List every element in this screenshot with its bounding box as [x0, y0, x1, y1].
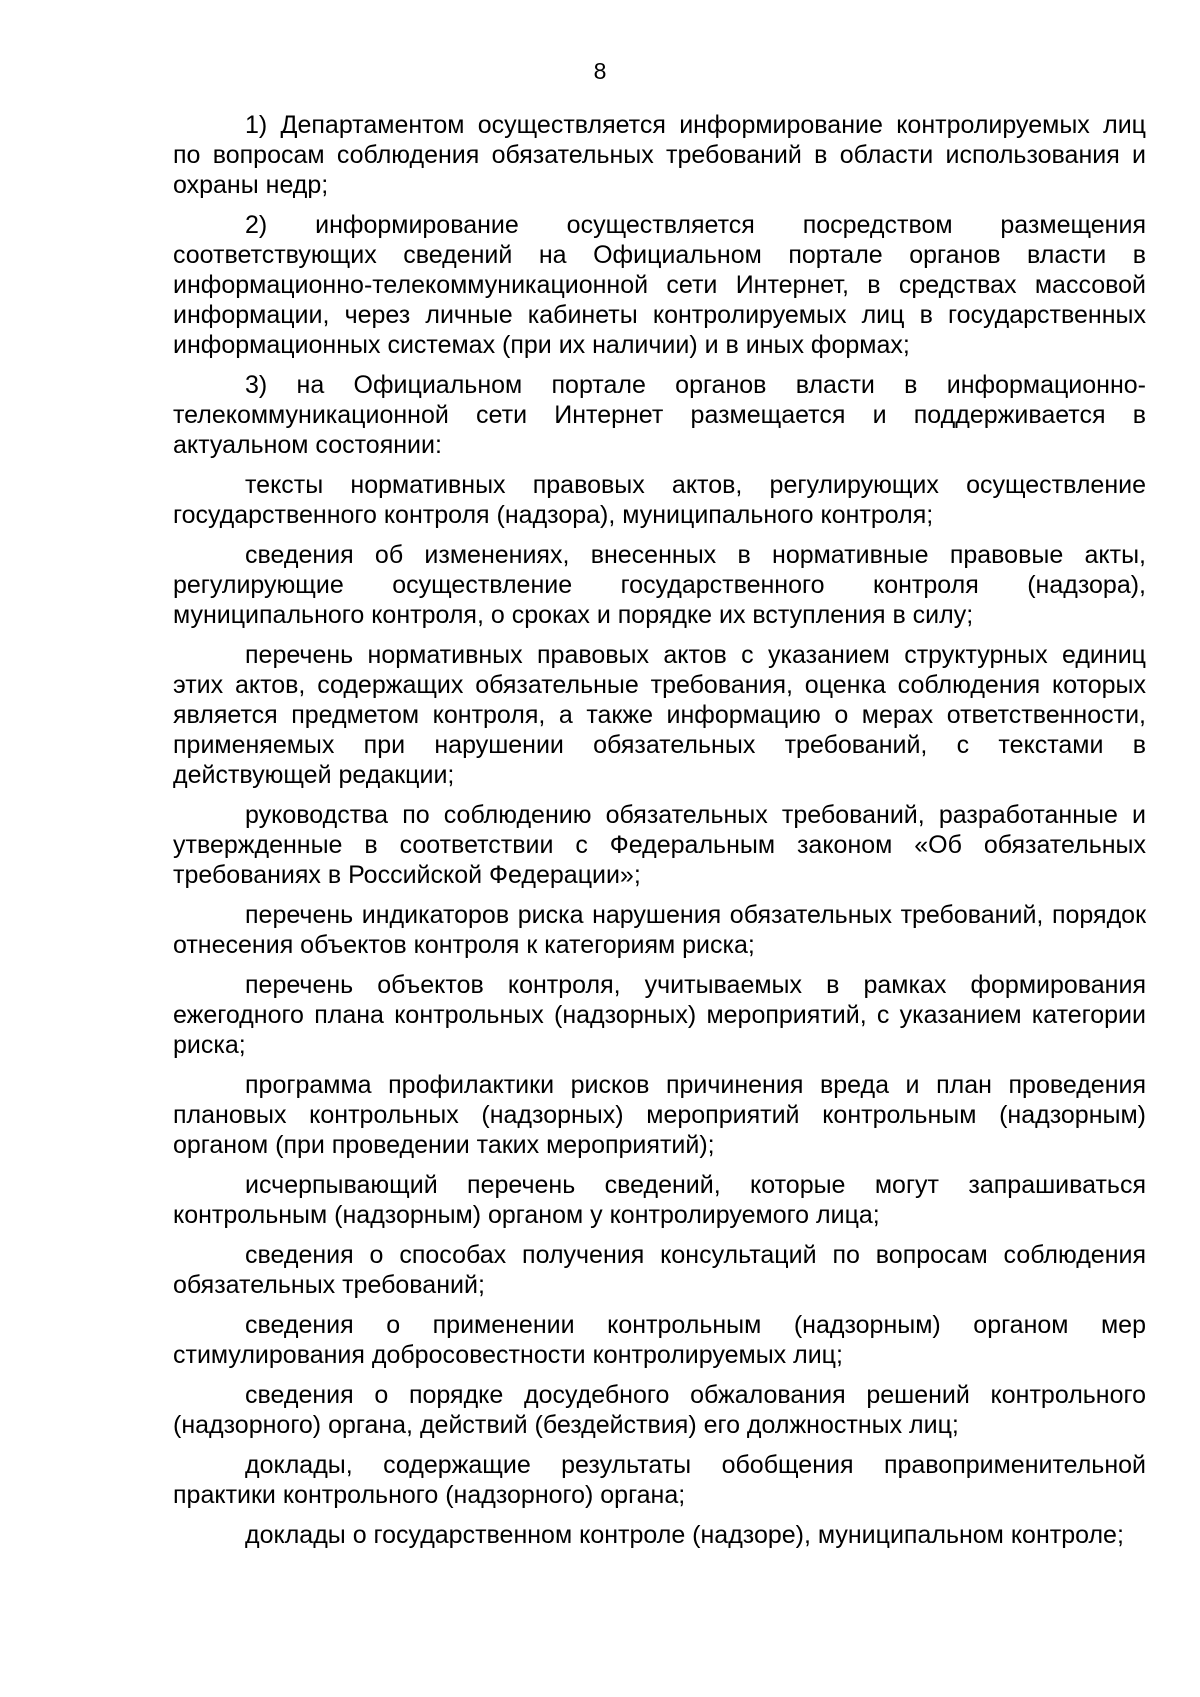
document-body: [173, 110, 1146, 1560]
list-item-control-reports: доклады о государственном контроле (надзоре), муниципальном контроле;: [245, 1521, 1124, 1549]
list-item-prevention-program: программа профилактики рисков причинения вреда и план проведения плановых контрольных (надзорных) мероприятий контрольным (надзорным) органом (при проведении таких мероприятий);: [173, 1071, 1146, 1159]
list-item-guidelines: руководства по соблюдению обязательных требований, разработанные и утвержденные в соответствии с Федеральным законом «Об обязательных требованиях в Российской Федерации»;: [173, 801, 1146, 889]
list-item-incentives: сведения о применении контрольным (надзорным) органом мер стимулирования добросовестности контролируемых лиц;: [173, 1311, 1146, 1369]
list-item-risk-indicators: перечень индикаторов риска нарушения обязательных требований, порядок отнесения объектов контроля к категориям риска;: [173, 901, 1146, 959]
paragraph-3: 3) на Официальном портале органов власти в информационно-телекоммуникационной сети Интернет размещается и поддерживается в актуальном состоянии:: [173, 371, 1146, 459]
paragraph-1: 1) Департаментом осуществляется информирование контролируемых лиц по вопросам соблюдения обязательных требований в области использования и охраны недр;: [173, 111, 1146, 199]
list-item-control-objects: перечень объектов контроля, учитываемых в рамках формирования ежегодного плана контрольных (надзорных) мероприятий, с указанием категории риска;: [173, 971, 1146, 1059]
list-item-acts-list: перечень нормативных правовых актов с указанием структурных единиц этих актов, содержащих обязательные требования, оценка соблюдения которых является предметом контроля, а также информацию о мерах ответственности, применяемых при нарушении обязательных требований, с текстами в действующей редакции;: [173, 641, 1146, 789]
list-item-requested-info: исчерпывающий перечень сведений, которые могут запрашиваться контрольным (надзорным) органом у контролируемого лица;: [173, 1171, 1146, 1229]
page-number: 8: [593, 58, 607, 84]
list-item-consultations: сведения о способах получения консультаций по вопросам соблюдения обязательных требований;: [173, 1241, 1146, 1299]
list-item-normative-texts: тексты нормативных правовых актов, регулирующих осуществление государственного контроля (надзора), муниципального контроля;: [173, 471, 1146, 529]
list-item-appeal-procedure: сведения о порядке досудебного обжалования решений контрольного (надзорного) органа, действий (бездействия) его должностных лиц;: [173, 1381, 1146, 1439]
paragraph-2: 2) информирование осуществляется посредством размещения соответствующих сведений на Официальном портале органов власти в информационно-телекоммуникационной сети Интернет, в средствах массовой информации, через личные кабинеты контролируемых лиц в государственных информационных системах (при их наличии) и в иных формах;: [173, 211, 1146, 359]
list-item-changes: сведения об изменениях, внесенных в нормативные правовые акты, регулирующие осуществление государственного контроля (надзора), муниципального контроля, о сроках и порядке их вступления в силу;: [173, 541, 1146, 629]
list-item-practice-reports: доклады, содержащие результаты обобщения правоприменительной практики контрольного (надзорного) органа;: [173, 1451, 1146, 1509]
